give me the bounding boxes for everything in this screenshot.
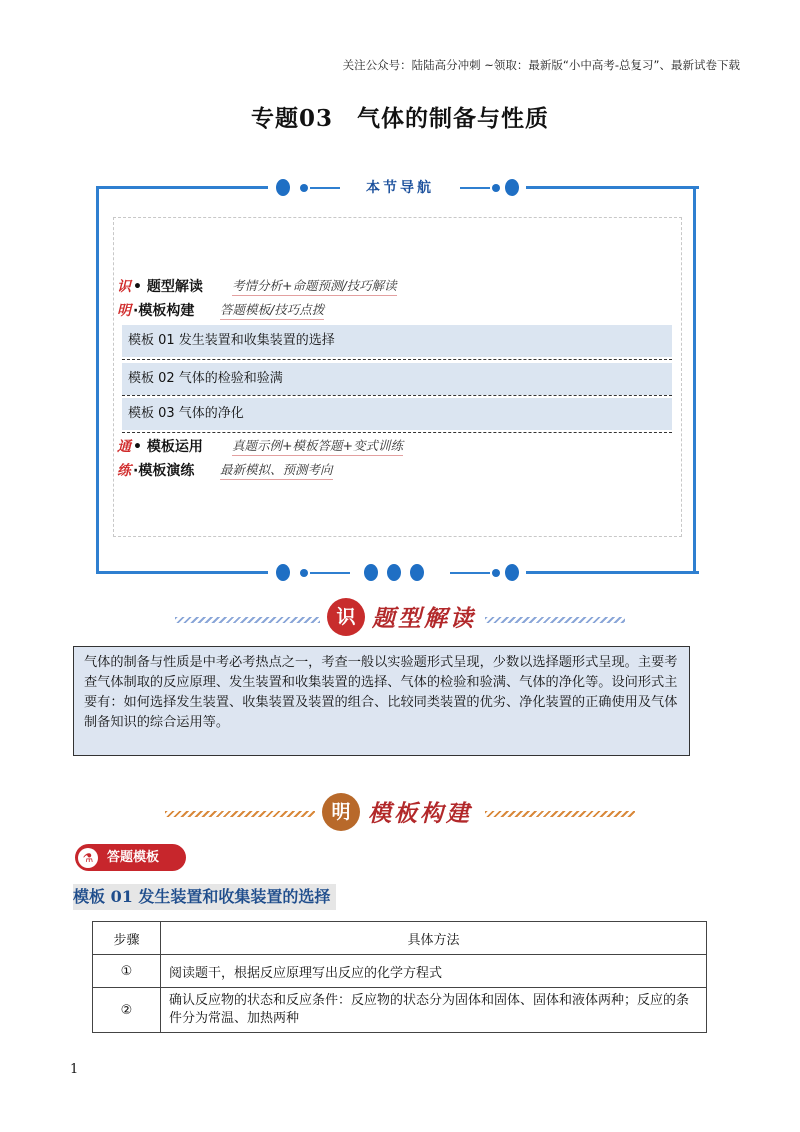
table-cell: ① (93, 955, 161, 988)
table-cell: 阅读题干，根据反应原理写出反应的化学方程式 (161, 955, 707, 988)
section-badge: 识 (327, 598, 365, 636)
section-title-template-build: 模板构建 (368, 801, 472, 827)
header-note: 关注公众号：陆陆高分冲刺 ~领取：最新版“小中高考-总复习”、最新试卷下载 (342, 58, 740, 72)
nav-row-desc: 真题示例+模板答题+变式训练 (232, 436, 403, 456)
flask-icon: ⚗ (78, 848, 98, 868)
table-cell: ② (93, 988, 161, 1033)
template-heading: 模板 01 发生装置和收集装置的选择 (73, 884, 336, 910)
table-row (93, 955, 707, 988)
seal-icon: 明 (117, 303, 131, 319)
seal-icon: 通 (117, 439, 131, 455)
nav-template-02[interactable]: 模板 02 气体的检验和验满 (122, 363, 672, 395)
intro-box: 气体的制备与性质是中考必考热点之一，考查一般以实验题形式呈现，少数以选择题形式呈现。主要考查气体制取的反应原理、发生装置和收集装置的选择、气体的检验和验满、气体的净化等。设问形式主要有：如何选择发生装置、收集装置及装置的组合、比较同类装置的优劣、净化装置的正确使用及气体制备知识的综合运用等。 (73, 646, 690, 756)
nav-row-question-type[interactable]: 识 • 题型解读 (117, 279, 203, 295)
page-title: 专题03 气体的制备与性质 (250, 105, 549, 132)
nav-row-desc: 最新模拟、预测考向 (220, 460, 333, 480)
ornament-dot (276, 179, 290, 196)
steps-table (92, 921, 707, 1033)
nav-title: 本节导航 (366, 180, 434, 196)
seal-icon: 识 (117, 279, 131, 295)
nav-template-03[interactable]: 模板 03 气体的净化 (122, 398, 672, 430)
nav-row-template-build[interactable]: 明 ·模板构建 (117, 303, 195, 319)
table-header-cell: 具体方法 (161, 922, 707, 955)
nav-row-template-use[interactable]: 通 • 模板运用 (117, 439, 203, 455)
nav-row-desc: 答题模板/技巧点拨 (220, 300, 324, 320)
answer-template-pill: 答题模板 (75, 844, 186, 871)
nav-row-desc: 考情分析+命题预测/技巧解读 (232, 276, 397, 296)
section-badge: 明 (322, 793, 360, 831)
nav-template-01[interactable]: 模板 01 发生装置和收集装置的选择 (122, 325, 672, 357)
seal-icon: 练 (117, 463, 131, 479)
table-row (93, 988, 707, 1033)
table-header-cell: 步骤 (93, 922, 161, 955)
table-header-row (93, 922, 707, 955)
page-number: 1 (70, 1062, 79, 1077)
table-cell: 确认反应物的状态和反应条件：反应物的状态分为固体和固体、固体和液体两种；反应的条件分为常温、加热两种 (161, 988, 707, 1033)
section-title-question-type: 题型解读 (372, 606, 476, 632)
nav-row-template-practice[interactable]: 练 ·模板演练 (117, 463, 195, 479)
